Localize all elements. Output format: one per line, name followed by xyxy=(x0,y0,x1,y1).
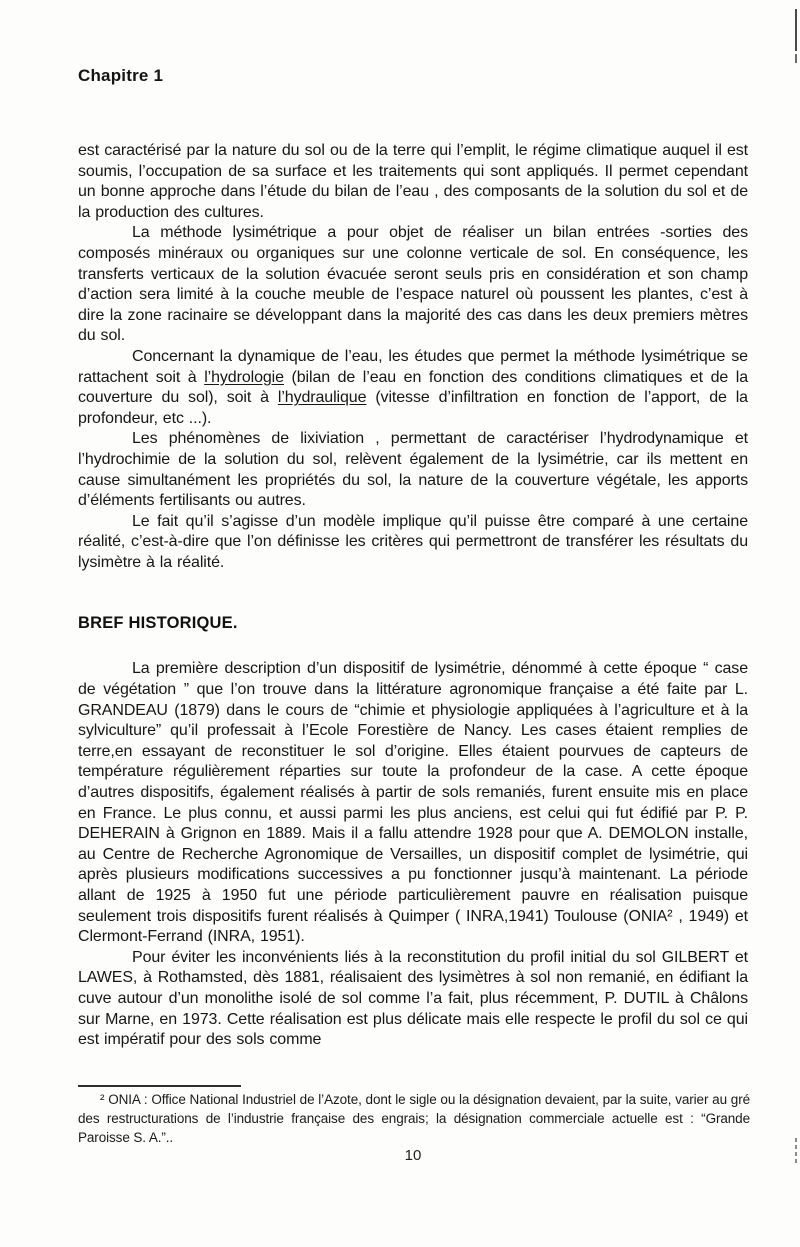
text-run: La méthode lysimétrique a pour objet de réaliser un bilan entrées -sorties des composés minéraux ou organiques sur une colonne verticale de sol. En conséquence, les transferts verticaux de la solution évacuée seront seuls pris en considération et son champ d’action sera limité à la couche meuble de l’espace naturel où poussent les plantes, c’est à dire la zone racinaire se développant dans la majorité des cas dans les deux premiers mètres du sol. xyxy=(78,224,748,345)
history-section xyxy=(78,659,748,1050)
text-run: Les phénomènes de lixiviation , permettant de caractériser l’hydrodynamique et l’hydrochimie de la solution du sol, relèvent également de la lysimétrie, car ils mettent en cause simultanément les propriétés du sol, la nature de la couverture végétale, les apports d’éléments fertilisants ou autres. xyxy=(78,430,748,510)
section-heading: BREF HISTORIQUE. xyxy=(78,614,238,633)
text-run: est caractérisé par la nature du sol ou de la terre qui l’emplit, le régime climatique auquel il est soumis, l’occupation de sa surface et les traitements qui sont appliqués. Il permet cependant un bonne approche dans l’étude du bilan de l’eau , des composants de la solution du sol et de la production des cultures. xyxy=(78,142,748,221)
scan-artifact-line xyxy=(795,9,797,63)
paragraph xyxy=(78,347,748,429)
text-run: Pour éviter les inconvénients liés à la reconstitution du profil initial du sol GILBERT et LAWES, à Rothamsted, dès 1881, réalisaient des lysimètres à sol non remanié, en édifiant la cuve autour d’un monolithe isolé de sol comme l’a fait, plus récemment, P. DUTIL à Châlons sur Marne, en 1973. Cette réalisation est plus délicate mais elle respecte le profil du sol ce qui est impératif pour des sols comme xyxy=(78,948,748,1049)
text-run: La première description d’un dispositif de lysimétrie, dénommé à cette époque “ case de végétation ” que l’on trouve dans la littérature agronomique française a été faite par L. GRANDEAU (1879) dans le cours de “chimie et physiologie appliquées à l’agriculture et à la sylviculture” qu’il professait à l’Ecole Forestière de Nancy. Les cases étaient remplies de terre,en essayant de reconstituer le sol d’origine. Elles étaient pourvues de capteurs de température régulièrement réparties sur toute la profondeur de la case. A cette époque d’autres dispositifs, également réalisés à partir de sols remaniés, furent ensuite mis en place en France. Le plus connu, et aussi parmi les plus anciens, est celui qui fut édifié par P. P. DEHERAIN à Grignon en 1889. Mais il a fallu attendre 1928 pour que A. DEMOLON installe, au Centre de Recherche Agronomique de Versailles, un dispositif complet de lysimétrie, qui après plusieurs modifications successives a pu fonctionner jusqu’à maintenant. La période allant de 1925 à 1950 fut une période particulièrement pauvre en réalisation puisque seulement trois dispositifs furent réalisés à Quimper ( INRA,1941) Toulouse (ONIA² , 1949) et Clermont-Ferrand (INRA, 1951). xyxy=(78,660,748,946)
paragraph xyxy=(78,223,748,347)
text-run: (bilan de l’eau en fonction des conditions climatiques et de la couverture du sol), soit à xyxy=(78,368,748,407)
paragraph xyxy=(78,659,748,947)
paragraph xyxy=(78,141,748,223)
scan-artifact-dashes xyxy=(795,1138,797,1166)
paragraph xyxy=(78,429,748,511)
underlined-term: l’hydrologie xyxy=(204,368,284,386)
footnote xyxy=(78,1085,750,1147)
body-text xyxy=(78,141,748,1051)
underlined-term: l’hydraulique xyxy=(277,389,367,407)
text-run: Concernant la dynamique de l’eau, les études que permet la méthode lysimétrique se rattachent soit à xyxy=(78,347,748,386)
footnote-text: ² ONIA : Office National Industriel de l’Azote, dont le sigle ou la désignation devaient, par la suite, varier au gré des restructurations de l’industrie française des engrais; la désignation commerciale actuelle est : “Grande Paroisse S. A.”.. xyxy=(78,1092,750,1145)
text-run: Le fait qu’il s’agisse d’un modèle implique qu’il puisse être comparé à une certaine réalité, c’est-à-dire que l’on définisse les critères qui permettront de transférer les résultats du lysimètre à la réalité. xyxy=(78,512,748,571)
page-number: 10 xyxy=(404,1147,422,1164)
paragraph xyxy=(78,948,748,1051)
chapter-header: Chapitre 1 xyxy=(78,66,164,85)
paragraph xyxy=(78,512,748,574)
footnote-rule xyxy=(78,1085,241,1087)
intro-section xyxy=(78,141,748,573)
text-run: (vitesse d’infiltration en fonction de l’apport, de la profondeur, etc ...). xyxy=(78,389,748,427)
